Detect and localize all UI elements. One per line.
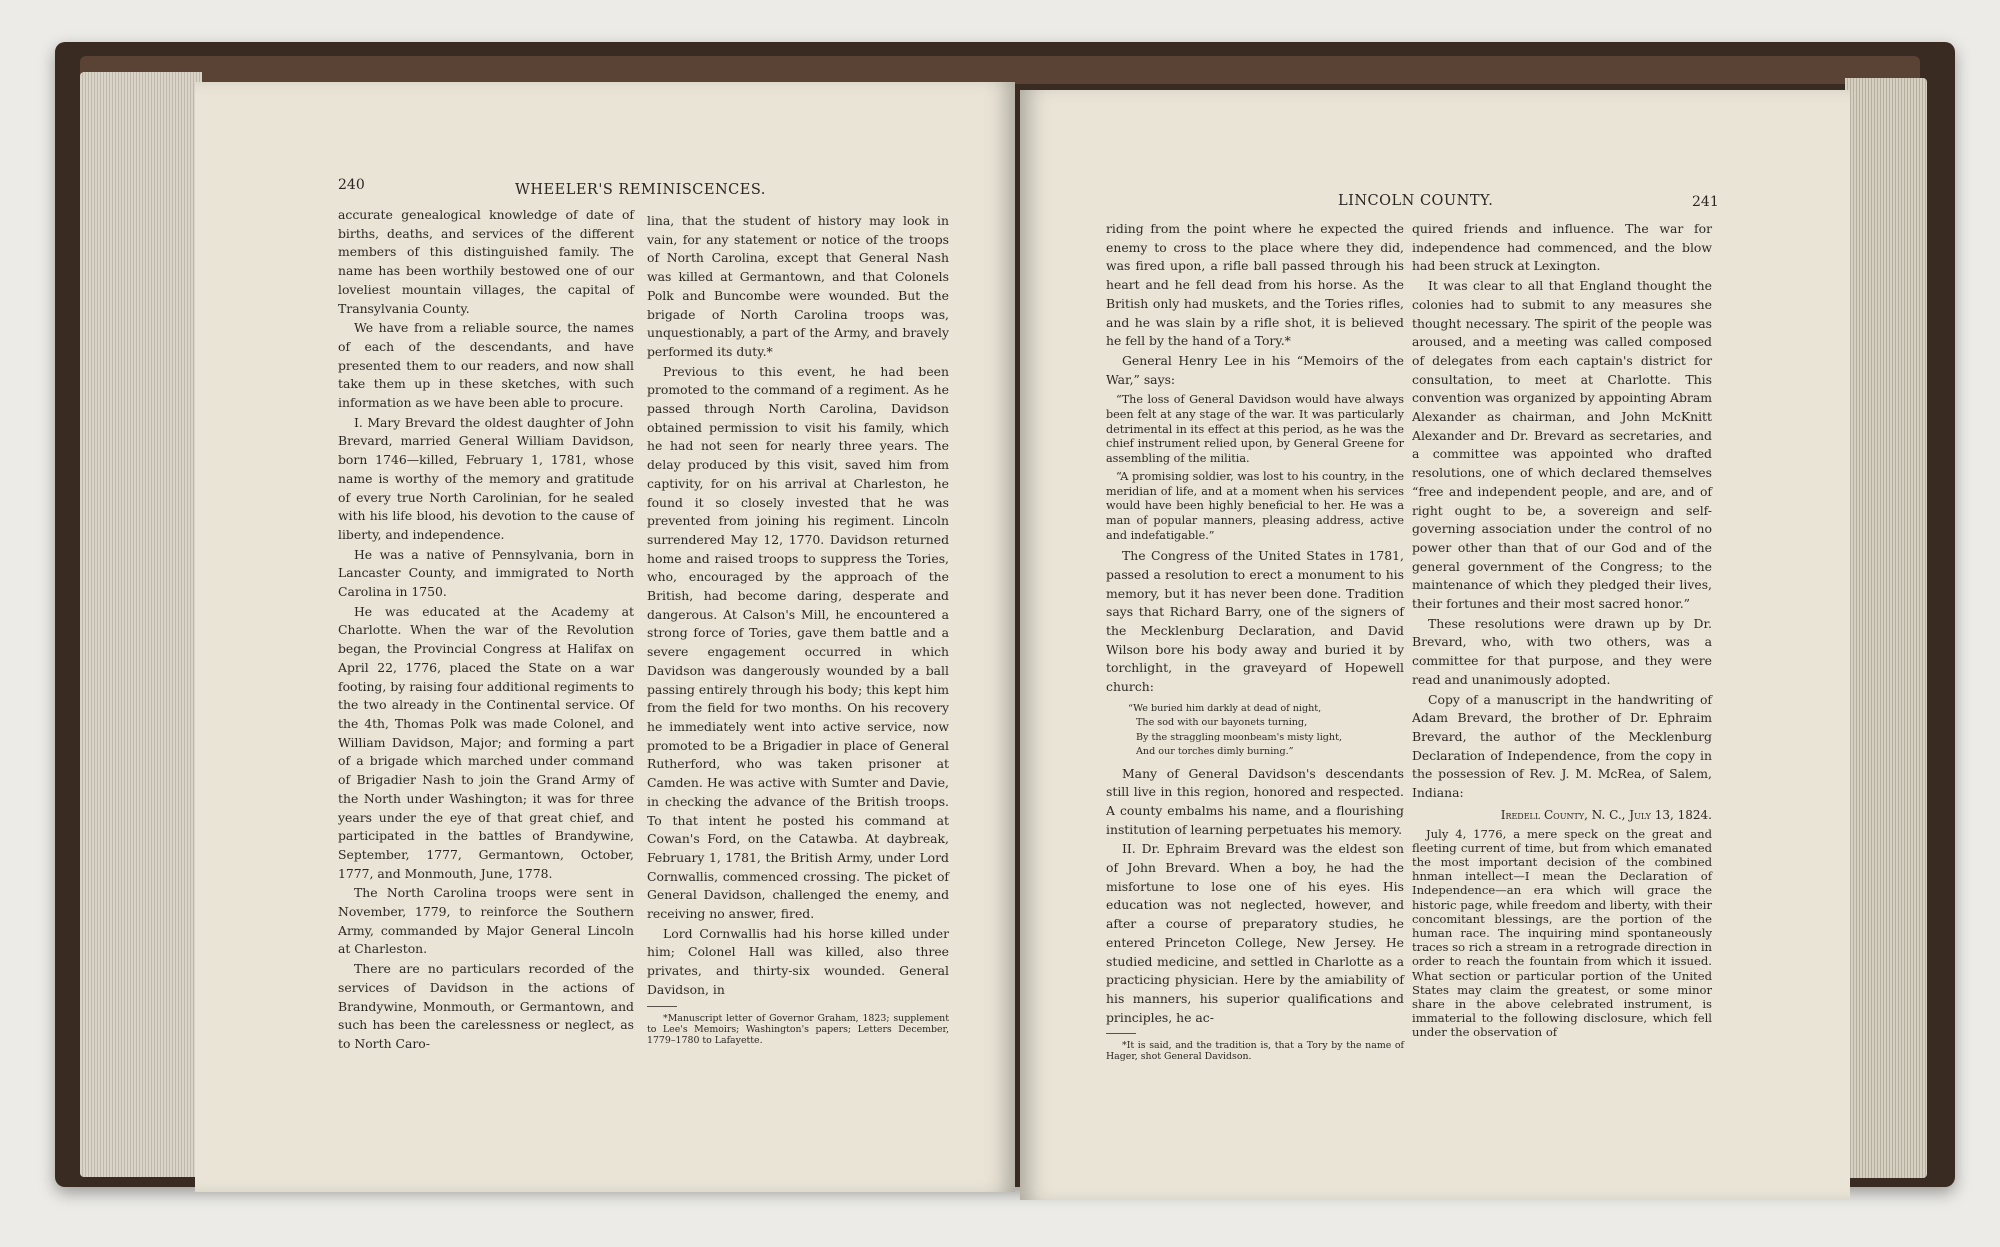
poem-line: “We buried him darkly at dead of night, <box>1128 702 1322 714</box>
right-column-1 <box>1106 220 1404 1063</box>
quote: “The loss of General Davidson would have always been felt at any stage of the war. It was particularly detrimental in its effect at this period, as he was the chief instrument relied upon, by General Greene for assembling of the militia. <box>1106 393 1404 465</box>
running-head-left: WHEELER'S REMINISCENCES. <box>515 182 766 198</box>
paragraph: He was educated at the Academy at Charlotte. When the war of the Revolution began, the Provincial Congress at Halifax on April 22, 1776, placed the State on a war footing, by raising four additional regiments to the two already in the Continental service. Of the 4th, Thomas Polk was made Colonel, and William Davidson, Major; and forming a part of a brigade which marched under command of Brigadier Nash to join the Grand Army of the North under Washington; it was for three years under the eye of that great chief, and participated in the battles of Brandywine, September, 1777, Germantown, October, 1777, and Monmouth, June, 1778. <box>338 603 634 881</box>
poem <box>1128 702 1404 760</box>
paragraph: accurate genealogical knowledge of date of births, deaths, and services of the different members of this distinguished family. The name has been worthily bestowed one of our loveliest mountain villages, the capital of Transylvania County. <box>338 207 634 316</box>
paragraph: quired friends and influence. The war for independence had commenced, and the blow had been struck at Lexington. <box>1412 221 1712 274</box>
right-column-2 <box>1412 220 1712 1041</box>
paragraph: These resolutions were drawn up by Dr. Brevard, who, with two others, was a committee for that purpose, and they were read and unanimously adopted. <box>1412 615 1712 687</box>
running-head-right: LINCOLN COUNTY. <box>1338 193 1494 209</box>
paragraph: We have from a reliable source, the names of each of the descendants, and have presented them to our readers, and now shall take them up in these sketches, with such information as we have been able to procure. <box>338 320 634 411</box>
quote: “A promising soldier, was lost to his country, in the meridian of life, and at a moment when his services would have been highly beneficial to her. He was a man of popular manners, pleasing address, active and indefatigable.” <box>1106 470 1404 542</box>
page-number-left: 240 <box>338 177 365 193</box>
paragraph: Copy of a manuscript in the handwriting of Adam Brevard, the brother of Dr. Ephraim Brevard, the author of the Mecklenburg Declaration of Independence, from the copy in the possession of Rev. J. M. McRea, of Salem, Indiana: <box>1412 691 1712 801</box>
paragraph: The North Carolina troops were sent in November, 1779, to reinforce the Southern Army, commanded by Major General Lincoln at Charleston. <box>338 885 634 957</box>
paragraph: Lord Cornwallis had his horse killed under him; Colonel Hall was killed, also three privates, and thirty-six wounded. General Davidson, in <box>647 925 949 997</box>
footnote-rule <box>647 1006 677 1007</box>
paragraph: The Congress of the United States in 1781, passed a resolution to erect a monument to his memory, but it has never been done. Tradition says that Richard Barry, one of the signers of the Mecklenburg Declaration, and David Wilson bore his body away and buried it by torchlight, in the graveyard of Hopewell church: <box>1106 548 1404 695</box>
footnote-left: *Manuscript letter of Governor Graham, 1823; supplement to Lee's Memoirs; Washington's papers; Letters December, 1779–1780 to Lafayette. <box>647 1012 949 1046</box>
poem-line: The sod with our bayonets turning, <box>1136 717 1308 729</box>
page-edges-right <box>1845 78 1927 1178</box>
paragraph: He was a native of Pennsylvania, born in Lancaster County, and immigrated to North Carolina in 1750. <box>338 546 634 600</box>
footnote-right: *It is said, and the tradition is, that a Tory by the name of Hager, shot General Davidson. <box>1106 1040 1404 1063</box>
page-edges-left <box>80 72 202 1177</box>
paragraph: General Henry Lee in his “Memoirs of the War,” says: <box>1106 352 1404 387</box>
left-column-2 <box>647 212 949 1047</box>
paragraph: There are no particulars recorded of the services of Davidson in the actions of Brandywine, Monmouth, or Germantown, and such has been the carelessness or neglect, as to North Caro- <box>338 961 634 1051</box>
poem-line: And our torches dimly burning.” <box>1136 746 1294 758</box>
paragraph: II. Dr. Ephraim Brevard was the eldest son of John Brevard. When a boy, he had the misfortune to lose one of his eyes. His education was not neglected, however, and after a course of preparatory studies, he entered Princeton College, New Jersey. He studied medicine, and settled in Charlotte as a practicing physician. Here by the amiability of his manners, his superior qualifications and principles, he ac- <box>1106 841 1404 1025</box>
paragraph: I. Mary Brevard the oldest daughter of John Brevard, married General William Davidson, born 1746—killed, February 1, 1781, whose name is worthy of the memory and gratitude of every true North Carolinian, for he sealed with his life blood, his devotion to the cause of liberty, and independence. <box>338 414 634 542</box>
paragraph: riding from the point where he expected the enemy to cross to the place where they did, was fired upon, a rifle ball passed through his heart and he fell dead from his horse. As the British only had muskets, and the Tories rifles, and he was slain by a rifle shot, it is believed he fell by the hand of a Tory.* <box>1106 221 1404 349</box>
book-spine-top <box>80 56 1920 84</box>
left-page <box>195 82 1015 1192</box>
page-number-right: 241 <box>1692 194 1719 210</box>
paragraph: It was clear to all that England thought the colonies had to submit to any measures she thought necessary. The spirit of the people was aroused, and a meeting was called composed of delegates from each captain's district for consultation, to meet at Charlotte. This convention was organized by appointing Abram Alexander as chairman, and John McKnitt Alexander and Dr. Brevard as secretaries, and a committee was appointed who drafted resolutions, one of which declared themselves “free and independent people, and are, and of right ought to be, a sovereign and self-governing association under the control of no power other than that of our God and of the general government of the Congress; to the maintenance of which they pledged their lives, their fortunes and their most sacred honor.” <box>1412 278 1712 612</box>
footnote-rule <box>1106 1033 1136 1034</box>
left-column-1 <box>338 206 634 1055</box>
paragraph: Previous to this event, he had been promoted to the command of a regiment. As he passed through North Carolina, Davidson obtained permission to visit his family, which he had not seen for nearly three years. The delay produced by this visit, saved him from captivity, for on his arrival at Charleston, he found it so closely invested that he was prevented from joining his regiment. Lincoln surrendered May 12, 1770. Davidson returned home and raised troops to suppress the Tories, who, encouraged by the approach of the British, had become daring, desperate and dangerous. At Calson's Mill, he encountered a strong force of Tories, gave them battle and a severe engagement occurred in which Davidson was dangerously wounded by a ball passing entirely through his body; this kept him from the field for two months. On his recovery he immediately went into active service, now promoted to be a Brigadier in place of General Rutherford, who was taken prisoner at Camden. He was active with Sumter and Davie, in checking the advance of the British troops. To that intent he posted his command at Cowan's Ford, on the Catawba. At daybreak, February 1, 1781, the British Army, under Lord Cornwallis, commenced crossing. The picket of General Davidson, challenged the enemy, and receiving no answer, fired. <box>647 363 949 922</box>
manuscript-text: July 4, 1776, a mere speck on the great and fleeting current of time, but from which emanated the most important decision of the combined hnman intellect—I mean the Declaration of Independence—an era which will grace the historic page, while freedom and liberty, with their concomitant blessings, are the portion of the human race. The inquiring mind spontaneously traces so rich a stream in a retrograde direction in order to reach the fountain from which it issued. What section or particular portion of the United States may claim the greatest, or some minor share in the above celebrated instrument, is immaterial to the following disclosure, which fell under the observation of <box>1412 826 1712 1040</box>
dateline: Iredell County, N. C., July 13, 1824. <box>1500 807 1712 822</box>
paragraph: lina, that the student of history may look in vain, for any statement or notice of the troops of North Carolina, except that General Nash was killed at Germantown, and that Colonels Polk and Buncombe were wounded. But the brigade of North Carolina troops was, unquestionably, a part of the Army, and bravely performed its duty.* <box>647 213 949 359</box>
poem-line: By the straggling moonbeam's misty light, <box>1136 731 1343 743</box>
right-page <box>1020 90 1850 1200</box>
paragraph: Many of General Davidson's descendants still live in this region, honored and respected. A county embalms his name, and a flourishing institution of learning perpetuates his memory. <box>1106 765 1404 837</box>
